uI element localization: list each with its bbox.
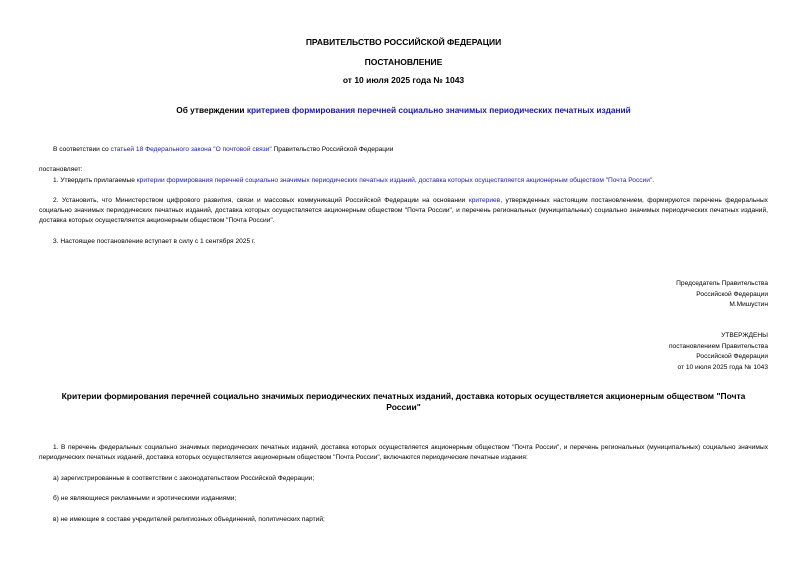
signature-block	[676, 279, 768, 311]
criteria-item-c: в) не имеющие в составе учредителей религиозных объединений, политических партий;	[53, 516, 325, 523]
government-heading: ПРАВИТЕЛЬСТВО РОССИЙСКОЙ ФЕДЕРАЦИИ	[305, 37, 502, 47]
preamble	[53, 145, 768, 155]
title-link[interactable]: критериев формирования перечней социально значимых периодических печатных изданий	[246, 105, 631, 115]
approval-heading: УТВЕРЖДЕНЫ	[721, 332, 768, 339]
item-2	[39, 196, 768, 226]
approval-block	[669, 331, 768, 373]
document-title	[0, 105, 807, 115]
item-2-suffix: , утвержденных настоящим постановлением, формируются перечень федеральных социально значимых периодических печатных изданий, доставка которых осуществляется акционерным обществом "Почта России", и перечень региональных (муниципальных) социально значимых периодических печатных изданий, доставка которых осуществляется акционерным обществом "Почта России".	[39, 197, 768, 224]
law-article-link[interactable]: статьей 18 Федерального закона "О почтовой связи"	[110, 146, 272, 153]
resolves-text: постановляет:	[39, 166, 83, 173]
item-1-suffix: .	[652, 177, 655, 184]
item-1-prefix: 1. Утвердить прилагаемые	[53, 177, 137, 184]
approval-line-4: от 10 июля 2025 года № 1043	[677, 363, 768, 371]
criteria-item-b: б) не являющиеся рекламными и эротическими изданиями;	[53, 495, 237, 502]
criteria-title: Критерии формирования перечней социально значимых периодических печатных изданий, доставка которых осуществляется акционерным обществом "Почта России"	[61, 391, 746, 412]
date-number-heading: от 10 июля 2025 года № 1043	[342, 75, 465, 85]
item-2-prefix: 2. Установить, что Министерством цифрового развития, связи и массовых коммуникаций Российской Федерации на основании	[53, 197, 469, 204]
item-3: 3. Настоящее постановление вступает в силу с 1 сентября 2025 г.	[53, 238, 256, 245]
signature-name: М.Мишустин	[729, 301, 768, 308]
criteria-link[interactable]: критерии формирования перечней социально значимых периодических печатных изданий, доставка которых осуществляется акционерным обществом "Почта России"	[136, 177, 653, 184]
signature-country: Российской Федерации	[696, 290, 768, 298]
preamble-prefix: В соответствии со	[53, 146, 111, 153]
criteria-item-a: а) зарегистрированные в соответствии с законодательством Российской Федерации;	[53, 475, 315, 482]
preamble-suffix: Правительство Российской Федерации	[271, 146, 394, 153]
doc-type-heading: ПОСТАНОВЛЕНИЕ	[364, 57, 443, 67]
criteria-short-link[interactable]: критериев	[468, 197, 501, 204]
criteria-intro: 1. В перечень федеральных социально значимых периодических печатных изданий, доставка которых осуществляется акционерным обществом "Почта России", и перечень региональных (муниципальных) социально значимых периодических печатных изданий, доставка которых осуществляется акционерным обществом "Почта России", включаются периодические печатные издания:	[39, 444, 768, 461]
signature-position: Председатель Правительства	[676, 280, 768, 287]
title-prefix: Об утверждении	[176, 105, 247, 115]
item-1	[53, 176, 768, 186]
approval-line-2: постановлением Правительства	[668, 342, 768, 350]
approval-line-3: Российской Федерации	[696, 353, 768, 360]
